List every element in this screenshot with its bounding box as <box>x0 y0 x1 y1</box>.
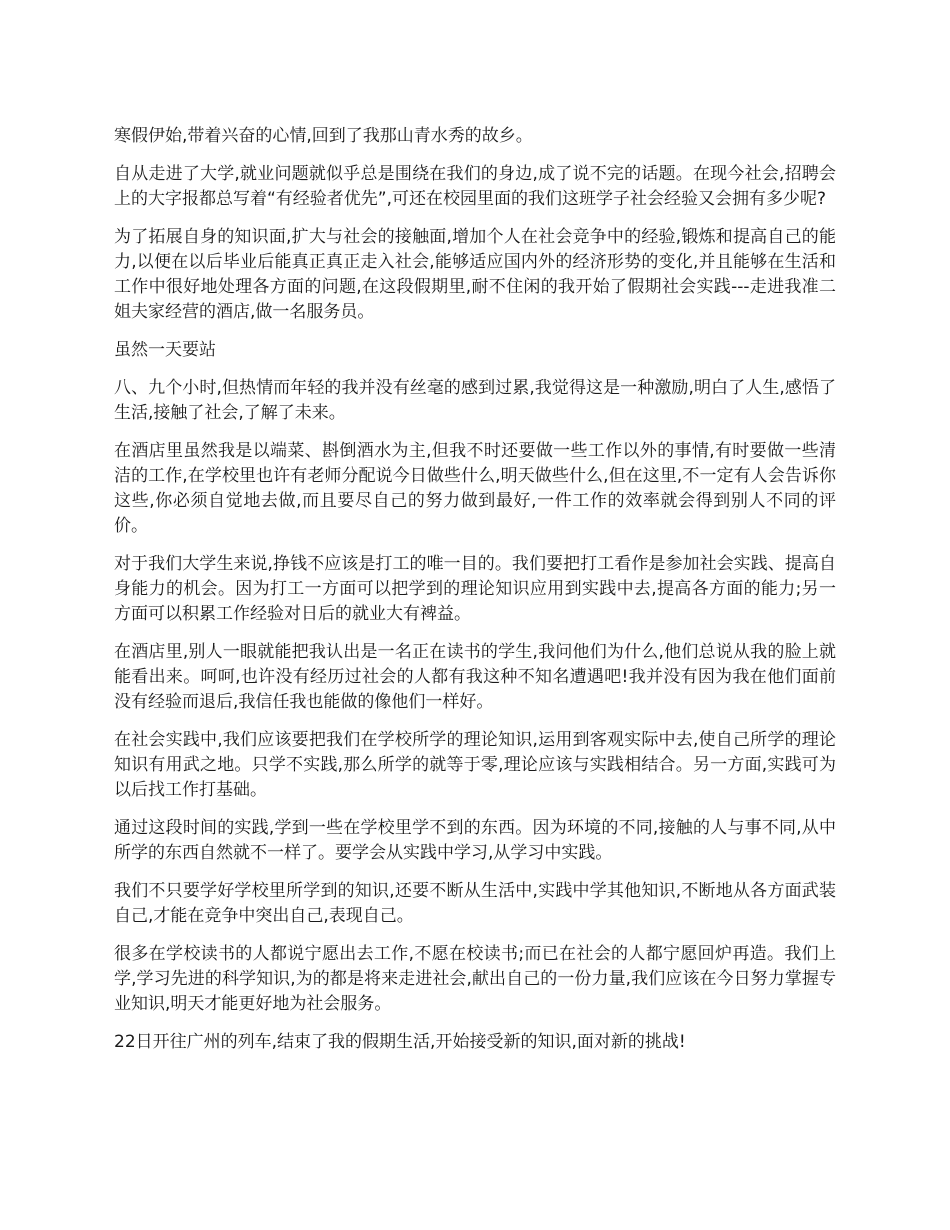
paragraph: 通过这段时间的实践,学到一些在学校里学不到的东西。因为环境的不同,接触的人与事不同,从中所学的东西自然就不一样了。要学会从实践中学习,从学习中实践。 <box>114 818 836 863</box>
paragraph: 为了拓展自身的知识面,扩大与社会的接触面,增加个人在社会竞争中的经验,锻炼和提高自己的能力,以便在以后毕业后能真正真正走入社会,能够适应国内外的经济形势的变化,并且能够在生活和工作中很好地处理各方面的问题,在这段假期里,耐不住闲的我开始了假期社会实践---走进我准二姐夫家经营的酒店,做一名服务员。 <box>114 227 836 322</box>
paragraph: 我们不只要学好学校里所学到的知识,还要不断从生活中,实践中学其他知识,不断地从各方面武装自己,才能在竞争中突出自己,表现自己。 <box>114 881 836 926</box>
document-body <box>114 124 836 1068</box>
paragraph: 对于我们大学生来说,挣钱不应该是打工的唯一目的。我们要把打工看作是参加社会实践、提高自身能力的机会。因为打工一方面可以把学到的理论知识应用到实践中去,提高各方面的能力;另一方面可以积累工作经验对日后的就业大有裨益。 <box>114 554 836 624</box>
paragraph: 虽然一天要站 <box>114 340 216 360</box>
paragraph: 在酒店里虽然我是以端菜、斟倒酒水为主,但我不时还要做一些工作以外的事情,有时要做一些清洁的工作,在学校里也许有老师分配说今日做些什么,明天做些什么,但在这里,不一定有人会告诉你这些,你必须自觉地去做,而且要尽自己的努力做到最好,一件工作的效率就会得到别人不同的评价。 <box>114 441 836 536</box>
paragraph: 自从走进了大学,就业问题就似乎总是围绕在我们的身边,成了说不完的话题。在现今社会,招聘会上的大字报都总写着“有经验者优先”,可还在校园里面的我们这班学子社会经验又会拥有多少呢? <box>114 164 836 209</box>
paragraph: 八、九个小时,但热情而年轻的我并没有丝毫的感到过累,我觉得这是一种激励,明白了人生,感悟了生活,接触了社会,了解了未来。 <box>114 378 836 423</box>
paragraph: 在酒店里,别人一眼就能把我认出是一名正在读书的学生,我问他们为什么,他们总说从我的脸上就能看出来。呵呵,也许没有经历过社会的人都有我这种不知名遭遇吧!我并没有因为我在他们面前没有经验而退后,我信任我也能做的像他们一样好。 <box>114 642 836 712</box>
paragraph: 22日开往广州的列车,结束了我的假期生活,开始接受新的知识,面对新的挑战! <box>114 1032 686 1052</box>
paragraph: 寒假伊始,带着兴奋的心情,回到了我那山青水秀的故乡。 <box>114 126 533 146</box>
paragraph: 在社会实践中,我们应该要把我们在学校所学的理论知识,运用到客观实际中去,使自己所学的理论知识有用武之地。只学不实践,那么所学的就等于零,理论应该与实践相结合。另一方面,实践可为以后找工作打基础。 <box>114 730 836 800</box>
paragraph: 很多在学校读书的人都说宁愿出去工作,不愿在校读书;而已在社会的人都宁愿回炉再造。我们上学,学习先进的科学知识,为的都是将来走进社会,献出自己的一份力量,我们应该在今日努力掌握专业知识,明天才能更好地为社会服务。 <box>114 944 836 1014</box>
